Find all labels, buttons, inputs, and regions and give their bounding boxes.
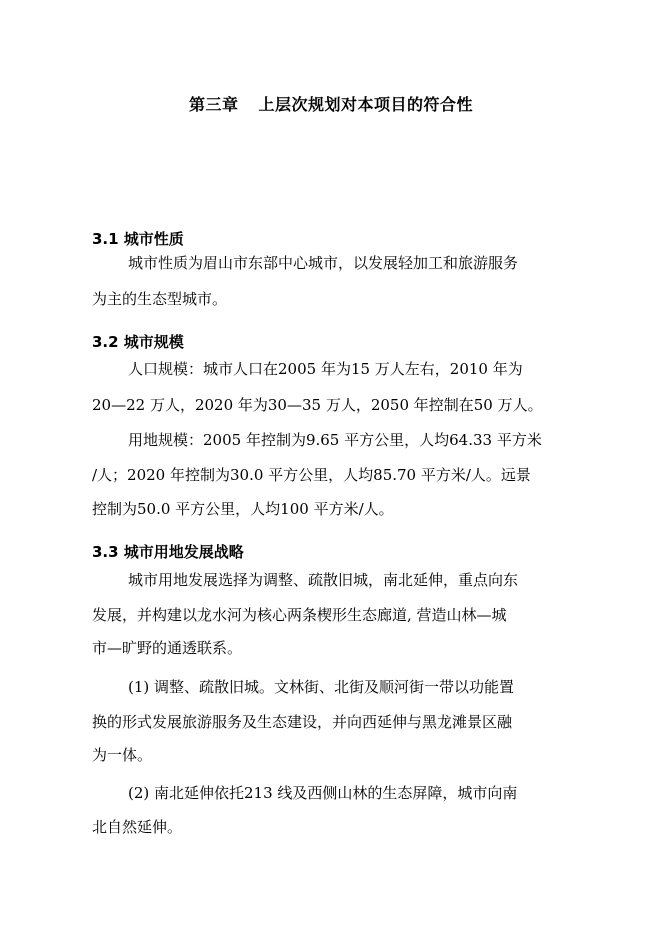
paragraph-line: 市—旷野的通透联系。 [92,639,243,657]
paragraph-line: 用地规模：2005 年控制为9.65 平方公里，人均64.33 平方米 [128,431,542,449]
section-heading-3-2: 3.2 城市规模 [92,333,184,351]
list-item-2: (2) 南北延伸依托213 线及西侧山林的生态屏障，城市向南 [128,784,518,802]
page-title [0,92,662,115]
paragraph-line: 为一体。 [92,746,153,764]
paragraph-line: 发展，并构建以龙水河为核心两条楔形生态廊道, 营造山林—城 [92,606,507,624]
paragraph-line: 换的形式发展旅游服务及生态建设，并向西延伸与黑龙滩景区融 [92,713,513,731]
chapter-title: 上层次规划对本项目的符合性 [258,95,474,114]
paragraph-line: 城市用地发展选择为调整、疏散旧城，南北延伸，重点向东 [128,571,519,589]
paragraph-line: 为主的生态型城市。 [92,290,228,308]
section-heading-3-3: 3.3 城市用地发展战略 [92,543,244,561]
section-heading-3-1: 3.1 城市性质 [92,230,184,248]
paragraph-line: 控制为50.0 平方公里，人均100 平方米/人。 [92,500,394,518]
paragraph-line: 20—22 万人，2020 年为30—35 万人，2050 年控制在50 万人。 [92,396,543,414]
paragraph-line: /人；2020 年控制为30.0 平方公里，人均85.70 平方米/人。远景 [92,466,531,484]
chapter-number: 第三章 [188,95,239,114]
paragraph-line: 人口规模：城市人口在2005 年为15 万人左右，2010 年为 [128,360,523,378]
paragraph-line: 城市性质为眉山市东部中心城市，以发展轻加工和旅游服务 [128,254,519,272]
paragraph-line: 北自然延伸。 [92,818,183,836]
list-item-1: (1) 调整、疏散旧城。文林街、北街及顺河街一带以功能置 [128,678,515,696]
